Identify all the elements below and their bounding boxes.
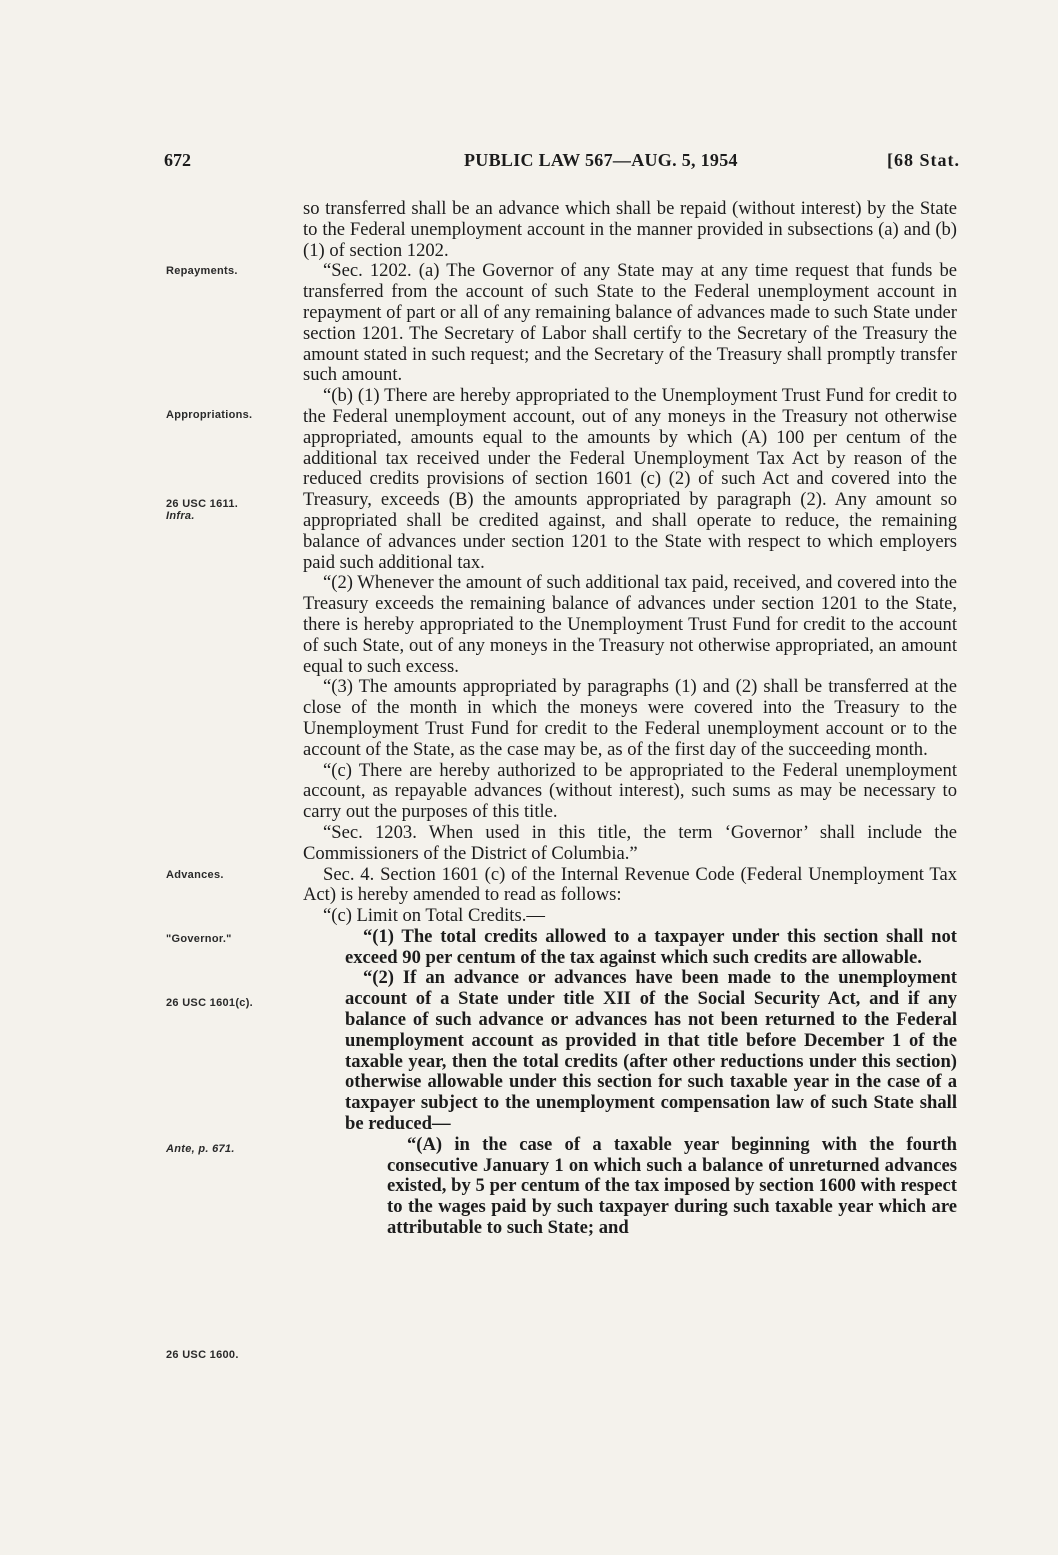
heading-limit-on-total-credits: “(c) Limit on Total Credits.— — [323, 905, 545, 927]
page-header — [164, 150, 960, 176]
paragraph-credits-1: “(1) The total credits allowed to a taxpayer under this section shall not exceed 90 per centum of the tax against which such credits are allowable. — [345, 925, 957, 968]
margin-note-governor: "Governor." — [166, 933, 232, 945]
paragraph-continuation: so transferred shall be an advance which shall be repaid (without interest) by the State to the Federal unemployment account in the manner provided in subsections (a) and (b) (1) of section 1202. — [303, 198, 957, 261]
margin-note-advances: Advances. — [166, 869, 224, 881]
paragraph-sec-1202-b3: “(3) The amounts appropriated by paragraphs (1) and (2) shall be transferred at the close of the month in which the moneys were covered into the Treasury to the Unemployment Trust Fund for credit to the Federal unemployment account or to the account of the State, as the case may be, as of the first day of the succeeding month. — [303, 676, 957, 760]
margin-note-usc-1601c: 26 USC 1601(c). — [166, 997, 254, 1009]
body-text — [303, 199, 957, 1239]
paragraph-sec-1202-b1: “(b) (1) There are hereby appropriated to the Unemployment Trust Fund for credit to the Federal unemployment account, out of any moneys in the Treasury not otherwise appropriated, amounts equal to the amounts by which (A) 100 per centum of the additional tax received under the Federal Unemployment Tax Act by reason of the reduced credits provisions of section 1601 (c) (2) of such Act and covered into the Treasury, exceeds (B) the amounts appropriated by paragraph (2). Any amount so appropriated shall be credited against, and shall operate to reduce, the remaining balance of advances under section 1201 to the State with respect to which employers paid such additional tax. — [303, 385, 957, 573]
paragraph-sec-1202-b2: “(2) Whenever the amount of such additional tax paid, received, and covered into the Treasury exceeds the remaining balance of advances under section 1201 to the State, there is hereby appropriated to the Unemployment Trust Fund for credit to the account of such State, out of any moneys in the Treasury not otherwise appropriated, an amount equal to such excess. — [303, 572, 957, 677]
page-number: 672 — [164, 150, 191, 170]
paragraph-sec-4: Sec. 4. Section 1601 (c) of the Internal Revenue Code (Federal Unemployment Tax Act) is hereby amended to read as follows: — [303, 863, 957, 906]
paragraph-credits-2: “(2) If an advance or advances have been made to the unemployment account of a State under title XII of the Social Security Act, and if any balance of such advance or advances has not been returned to the Federal unemployment account as provided in that title before December 1 of the taxable year, then the total credits (after other reductions under this section) otherwise allowable under this section for such taxable year in the case of a taxpayer subject to the unemployment compensation law of such State shall be reduced— — [345, 967, 957, 1135]
margin-note-usc-1611: 26 USC 1611. — [166, 498, 239, 510]
margin-note-infra: Infra. — [166, 510, 195, 522]
paragraph-sec-1202-c: “(c) There are hereby authorized to be appropriated to the Federal unemployment account, as repayable advances (without interest), such sums as may be necessary to carry out the purposes of this title. — [303, 759, 957, 823]
paragraph-credits-2a: “(A) in the case of a taxable year beginning with the fourth consecutive January 1 on which such a balance of unreturned advances existed, by 5 per centum of the tax imposed by section 1600 with respect to the wages paid by such taxpayer during such taxable year which are attributable to such State; and — [387, 1133, 957, 1239]
paragraph-sec-1202-a: “Sec. 1202. (a) The Governor of any State may at any time request that funds be transferred from the account of such State to the Federal unemployment account in repayment of part or all of any remaining balance of advances made to such State under section 1201. The Secretary of Labor shall certify to the Secretary of the Treasury the amount stated in such request; and the Secretary of the Treasury shall promptly transfer such amount. — [303, 260, 957, 386]
running-title: PUBLIC LAW 567—AUG. 5, 1954 — [464, 150, 738, 170]
statute-reference: [68 Stat. — [887, 150, 960, 170]
margin-note-appropriations: Appropriations. — [166, 409, 253, 421]
margin-note-usc-1600: 26 USC 1600. — [166, 1349, 239, 1361]
margin-note-ante: Ante, p. 671. — [166, 1143, 235, 1155]
paragraph-sec-1203: “Sec. 1203. When used in this title, the term ‘Governor’ shall include the Commissioners of the District of Columbia.” — [303, 821, 957, 864]
margin-note-repayments: Repayments. — [166, 265, 238, 277]
